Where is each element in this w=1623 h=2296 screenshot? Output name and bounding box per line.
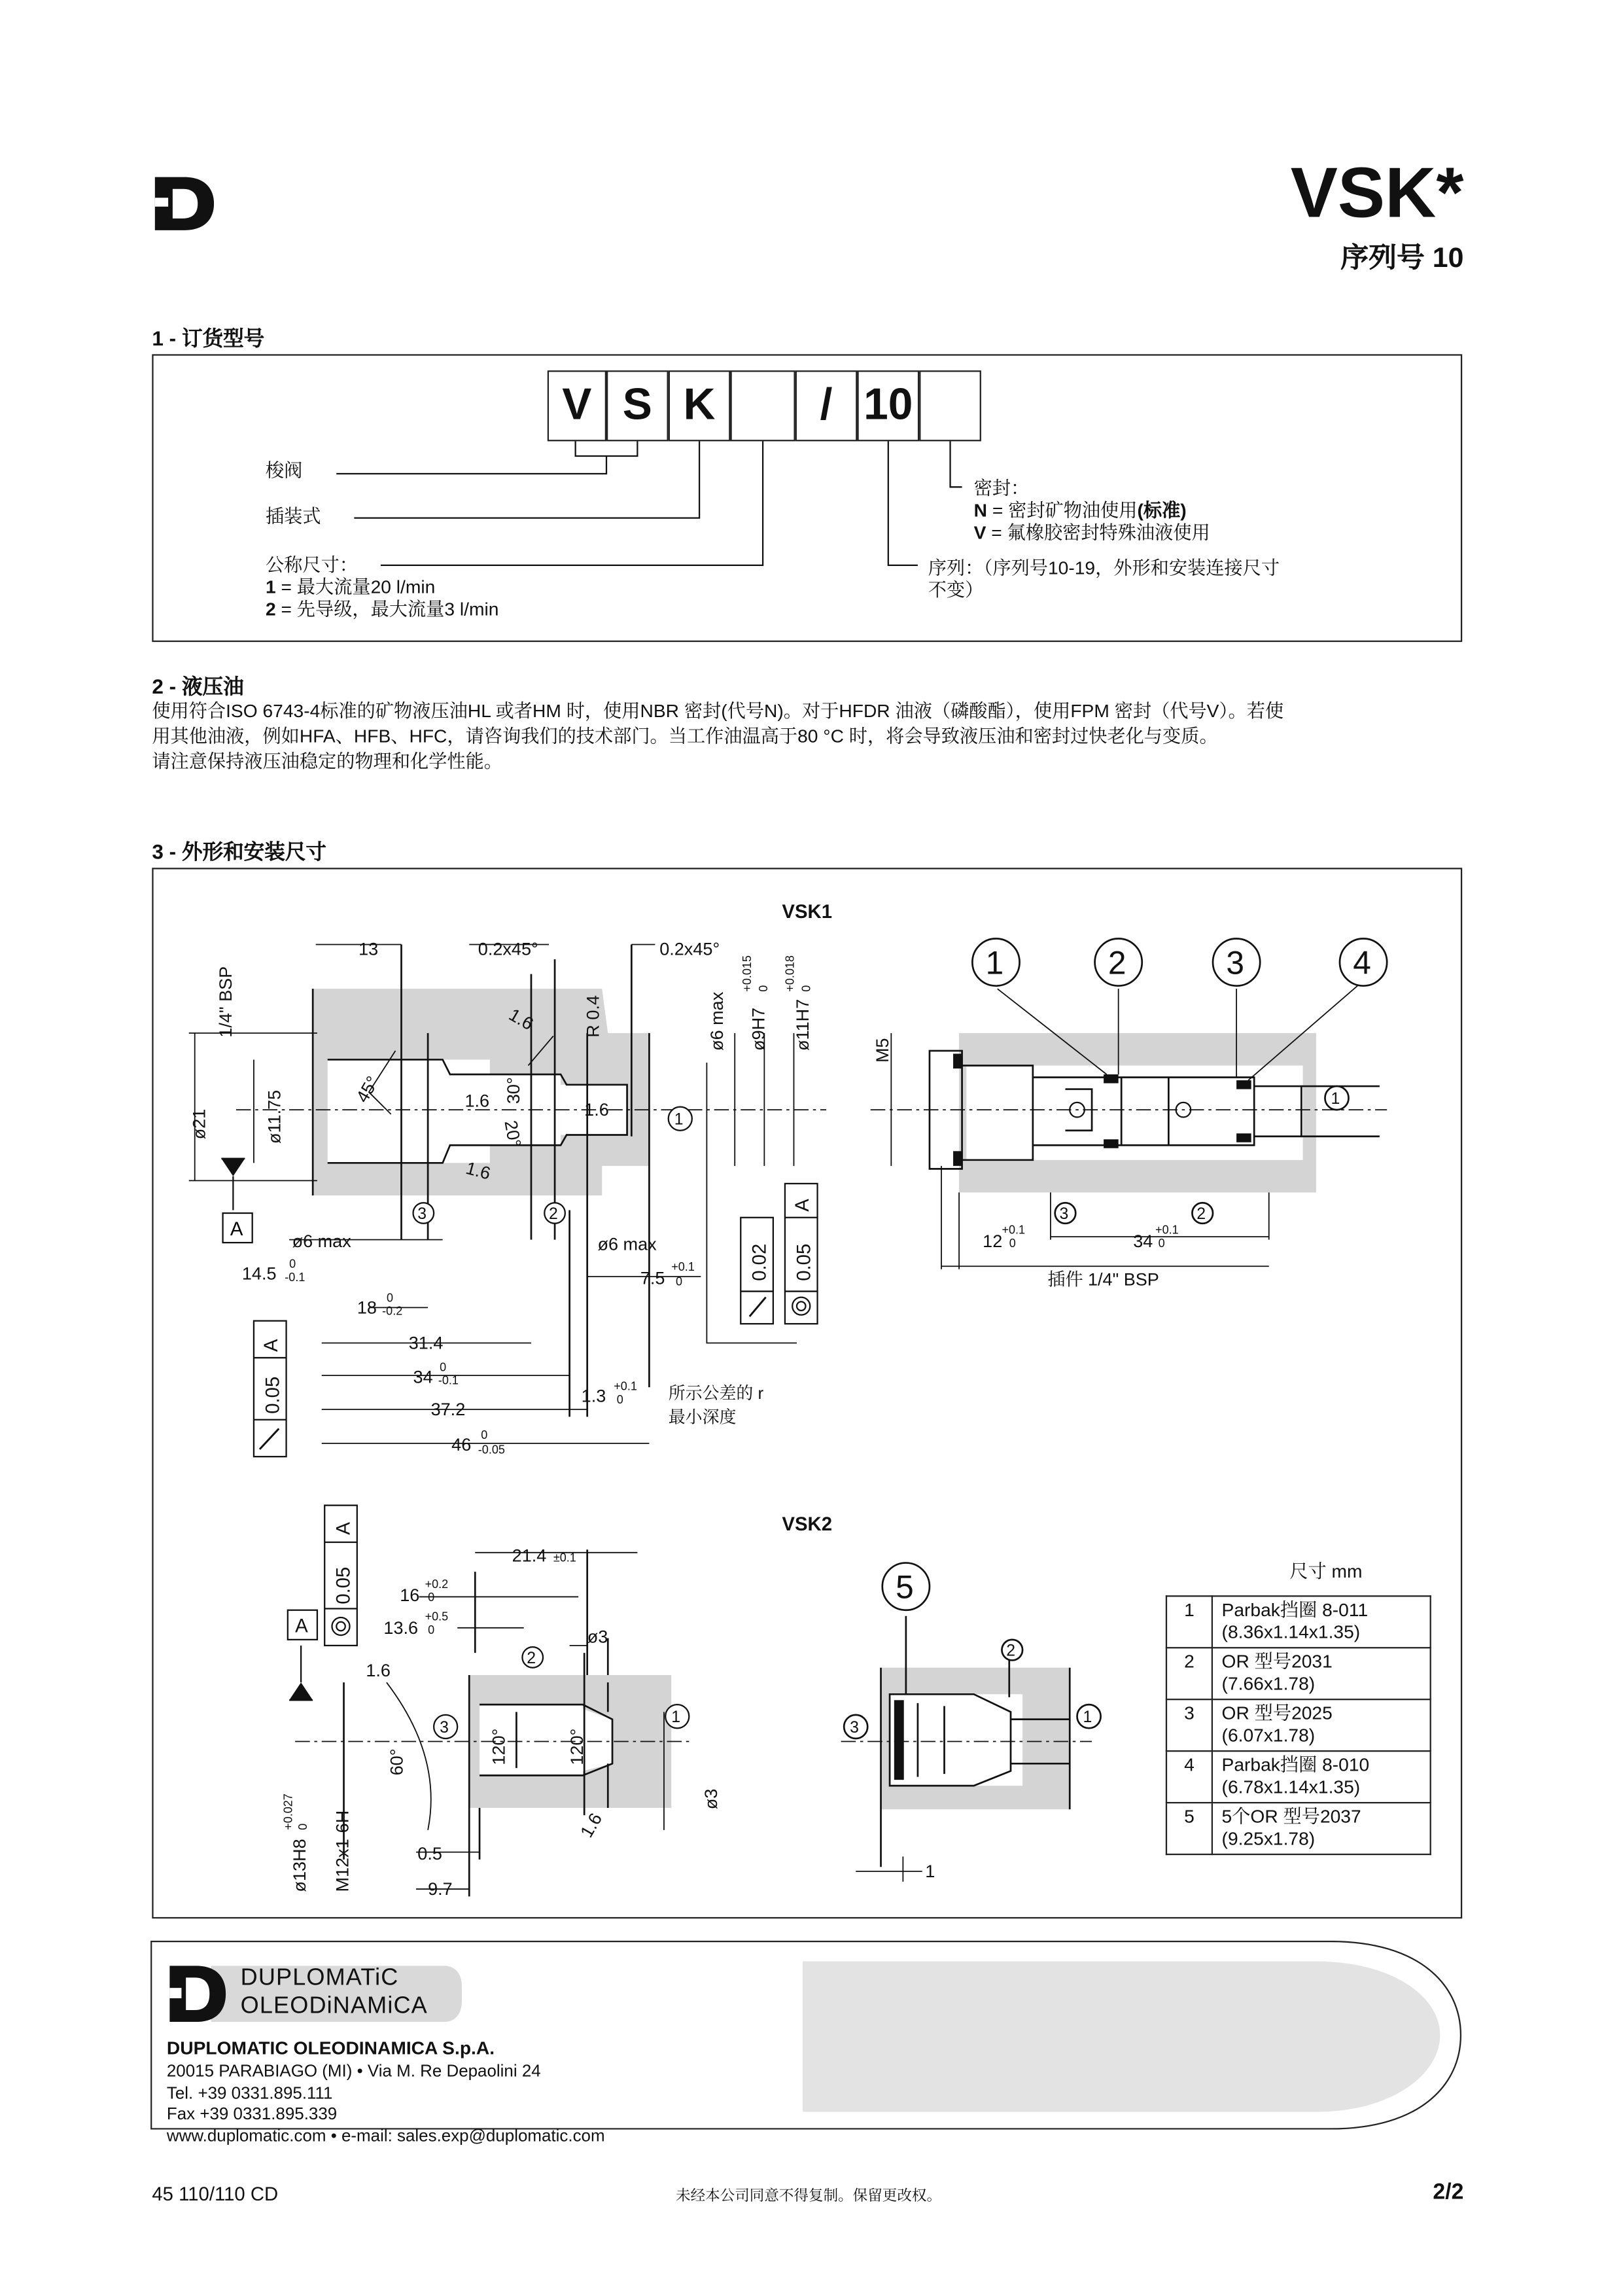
svg-text:0: 0	[296, 1823, 310, 1830]
balloon-5: 5	[896, 1568, 914, 1606]
nominal-size-title: 公称尺寸：	[265, 555, 358, 576]
dim-chamfer-1: 0.2x45°	[478, 939, 538, 959]
dim-m12: M12x1-6H	[332, 1810, 353, 1892]
legend-row-number: 1	[1166, 1596, 1212, 1648]
dim-angle-120-b: 120°	[567, 1728, 587, 1765]
series-subtitle: 序列号 10	[1340, 243, 1464, 275]
dim-21-4: 21.4	[512, 1545, 547, 1566]
svg-text:A: A	[332, 1522, 355, 1535]
dim-angle-120-a: 120°	[489, 1728, 509, 1765]
rough-1-6-b: 1.6	[464, 1091, 490, 1111]
dim-18: 18	[357, 1298, 377, 1318]
hydraulic-fluid-text: 使用符合ISO 6743-4标准的矿物液压油HL 或者HM 时，使用NBR 密封(代号N)。对于HFDR 油液（磷酸酯），使用FPM 密封（代号V）。若使 用其他油液，例如HFA、HFB、HFC，请咨询我们的技术部门。当工作油温高于80 °C 时，将会导致液压油和密封过快老化与变质。 请注意保持液压油稳定的物理和化学性能。	[152, 701, 1284, 772]
dim-d11h7: ø11H7	[793, 998, 813, 1051]
svg-text:+0.1: +0.1	[671, 1260, 695, 1273]
svg-text:+0.027: +0.027	[281, 1793, 295, 1830]
balloon-4: 4	[1353, 944, 1371, 981]
seal-option-n: N = 密封矿物油使用(标准)	[973, 500, 1187, 521]
legend-row	[1166, 1596, 1431, 1648]
balloon-3: 3	[1226, 944, 1244, 981]
svg-text:+0.1: +0.1	[614, 1379, 637, 1393]
dim-angle-20: 20°	[500, 1119, 525, 1149]
legend-row-number: 3	[1166, 1699, 1212, 1751]
seal-title: 密封：	[973, 478, 1030, 499]
svg-text:0: 0	[799, 985, 813, 992]
svg-text:0: 0	[756, 985, 770, 992]
logo-text-1: DUPLOMATiC	[240, 1966, 399, 1991]
nominal-size-2: 2 = 先导级，最大流量3 l/min	[265, 599, 499, 620]
dim-bsp: 1/4" BSP	[216, 966, 236, 1038]
code-cell-v: V	[548, 370, 606, 441]
rough-1-6-vsk2: 1.6	[366, 1661, 391, 1681]
legend-row	[1166, 1699, 1431, 1751]
dim-m5: M5	[872, 1038, 892, 1063]
svg-text:A: A	[260, 1339, 283, 1352]
dim-13-6: 13.6	[383, 1617, 419, 1638]
dim-9-7: 9.7	[428, 1879, 453, 1899]
dim-chamfer-2: 0.2x45°	[659, 939, 720, 959]
svg-text:2: 2	[527, 1649, 536, 1667]
dim-46: 46	[451, 1435, 472, 1455]
svg-text:A: A	[792, 1199, 814, 1212]
legend-row-description: Parbak挡圈 8-011 (8.36x1.14x1.35)	[1212, 1596, 1431, 1648]
svg-text:+0.5: +0.5	[425, 1610, 449, 1623]
dim-d11-75: ø11.75	[264, 1089, 285, 1144]
svg-text:3: 3	[1059, 1205, 1069, 1224]
code-cell-series: 10	[857, 370, 919, 441]
legend-row-number: 5	[1166, 1803, 1212, 1854]
svg-text:2: 2	[549, 1205, 558, 1224]
svg-text:0: 0	[289, 1257, 296, 1271]
dim-angle-30: 30°	[503, 1077, 523, 1104]
balloon-2: 2	[1108, 944, 1126, 981]
dim-angle-45: 45°	[352, 1072, 383, 1106]
fcf-vsk2-0-05: 0.05	[332, 1566, 355, 1604]
dim-d13h8: ø13H8	[289, 1839, 309, 1892]
rough-1-6-vsk2-b: 1.6	[576, 1809, 606, 1841]
depth-note-1: 所示公差的 r	[668, 1385, 764, 1404]
product-title: VSK*	[1290, 154, 1464, 234]
dim-31-4: 31.4	[408, 1333, 444, 1353]
dim-angle-60: 60°	[387, 1748, 407, 1776]
dim-34: 34	[413, 1367, 433, 1387]
dim-13: 13	[358, 939, 379, 959]
document-code: 45 110/110 CD	[152, 2182, 279, 2205]
svg-text:2: 2	[1196, 1205, 1206, 1224]
nominal-size-1: 1 = 最大流量20 l/min	[265, 576, 436, 598]
datum-a-label-1: A	[230, 1218, 243, 1240]
fcf-0-02: 0.02	[748, 1243, 771, 1281]
code-cell-s: S	[606, 370, 669, 441]
svg-text:1: 1	[1331, 1090, 1340, 1108]
legend-row-description: Parbak挡圈 8-010 (6.78x1.14x1.35)	[1212, 1751, 1431, 1803]
svg-text:3: 3	[440, 1718, 449, 1737]
dim-d6max-v: ø6 max	[707, 991, 727, 1051]
dim-1-3: 1.3	[581, 1386, 606, 1406]
rough-1-6-c: 1.6	[584, 1100, 609, 1120]
legend-row	[1166, 1751, 1431, 1803]
svg-text:-0.05: -0.05	[478, 1443, 505, 1457]
dim-r04: R 0.4	[583, 995, 603, 1038]
dim-12: 12	[983, 1231, 1003, 1251]
dim-d6max-a: ø6 max	[292, 1231, 351, 1251]
svg-text:+0.018: +0.018	[783, 955, 797, 992]
seals-legend-table	[1166, 1595, 1431, 1855]
rough-1-6-a: 1.6	[505, 1004, 537, 1034]
dim-37-2: 37.2	[430, 1400, 466, 1420]
legend-row-number: 4	[1166, 1751, 1212, 1803]
svg-text:0: 0	[428, 1623, 435, 1636]
svg-text:0: 0	[386, 1291, 393, 1305]
dim-d6max-b: ø6 max	[597, 1234, 657, 1254]
dim-d3: ø3	[587, 1627, 608, 1647]
label-cartridge: 插装式	[265, 506, 321, 527]
company-logo	[167, 1963, 465, 2025]
fcf-0-05: 0.05	[793, 1243, 815, 1281]
svg-text:-0.1: -0.1	[438, 1373, 459, 1387]
dim-d9h7: ø9H7	[748, 1007, 769, 1051]
dim-7-5: 7.5	[640, 1268, 665, 1288]
fcf-left-0-05: 0.05	[262, 1376, 284, 1414]
svg-text:3: 3	[417, 1205, 427, 1224]
svg-text:0: 0	[481, 1428, 488, 1442]
vsk2-title: VSK2	[782, 1512, 833, 1535]
depth-note-2: 最小深度	[668, 1408, 737, 1427]
svg-text:±0.1: ±0.1	[553, 1551, 576, 1564]
cartridge-caption: 插件 1/4" BSP	[1047, 1269, 1159, 1290]
legend-row	[1166, 1648, 1431, 1699]
balloon-1: 1	[985, 944, 1004, 981]
dim-16: 16	[400, 1585, 420, 1606]
units-label: 尺寸 mm	[1289, 1561, 1363, 1582]
company-address: 20015 PARABIAGO (MI) • Via M. Re Depaolini 24 Tel. +39 0331.895.111 Fax +39 0331.895.339 www.duplomatic.com • e-mail: sales.exp@duplomatic.com	[166, 2063, 605, 2146]
section-3-heading: 3 - 外形和安装尺寸	[152, 839, 326, 864]
legend-row-description: OR 型号2031 (7.66x1.78)	[1212, 1648, 1431, 1699]
seal-option-v: V = 氟橡胶密封特殊油液使用	[973, 522, 1210, 544]
svg-text:+0.1: +0.1	[1002, 1223, 1026, 1237]
dim-d21: ø21	[189, 1108, 209, 1140]
dim-d3-v: ø3	[701, 1788, 722, 1810]
legend-row-description: 5个OR 型号2037 (9.25x1.78)	[1212, 1803, 1431, 1854]
label-series: 序列：（序列号10-19，外形和安装连接尺寸 不变）	[928, 557, 1280, 601]
svg-text:+0.2: +0.2	[425, 1577, 449, 1591]
svg-text:1: 1	[1083, 1708, 1092, 1727]
section-2-heading: 2 - 液压油	[152, 674, 244, 698]
svg-text:-0.2: -0.2	[382, 1304, 403, 1318]
svg-text:1: 1	[671, 1708, 681, 1727]
company-name: DUPLOMATIC OLEODINAMICA S.p.A.	[166, 2038, 495, 2059]
svg-text:0: 0	[616, 1392, 623, 1406]
svg-text:+0.1: +0.1	[1155, 1223, 1179, 1237]
dim-0-5: 0.5	[417, 1843, 442, 1863]
copyright-notice: 未经本公司同意不得复制。保留更改权。	[676, 2188, 942, 2205]
svg-text:0: 0	[440, 1360, 447, 1374]
datum-a-label-2: A	[295, 1615, 308, 1637]
logo-text-2: OLEODiNAMiCA	[240, 1994, 428, 2019]
svg-text:3: 3	[850, 1718, 859, 1737]
dim-34-right: 34	[1133, 1231, 1153, 1251]
legend-row-description: OR 型号2025 (6.07x1.78)	[1212, 1699, 1431, 1751]
svg-text:0: 0	[1158, 1236, 1165, 1250]
section-1-heading: 1 - 订货型号	[152, 326, 265, 350]
code-cell-slash: /	[795, 370, 858, 441]
code-cell-k: K	[669, 370, 731, 441]
label-spool-valve: 梭阀	[265, 460, 303, 482]
legend-row-number: 2	[1166, 1648, 1212, 1699]
svg-text:0: 0	[428, 1591, 435, 1604]
svg-text:0: 0	[1009, 1236, 1016, 1250]
dim-1: 1	[925, 1861, 935, 1881]
svg-text:-0.1: -0.1	[285, 1270, 305, 1284]
legend-row	[1166, 1803, 1431, 1854]
svg-text:1: 1	[674, 1110, 684, 1129]
rough-1-6-d: 1.6	[463, 1157, 493, 1184]
page-number: 2/2	[1433, 2180, 1464, 2205]
vsk1-title: VSK1	[782, 900, 833, 923]
svg-text:+0.015: +0.015	[741, 955, 754, 992]
svg-text:2: 2	[1006, 1642, 1016, 1660]
svg-text:0: 0	[676, 1275, 683, 1288]
dim-14-5: 14.5	[241, 1263, 277, 1284]
